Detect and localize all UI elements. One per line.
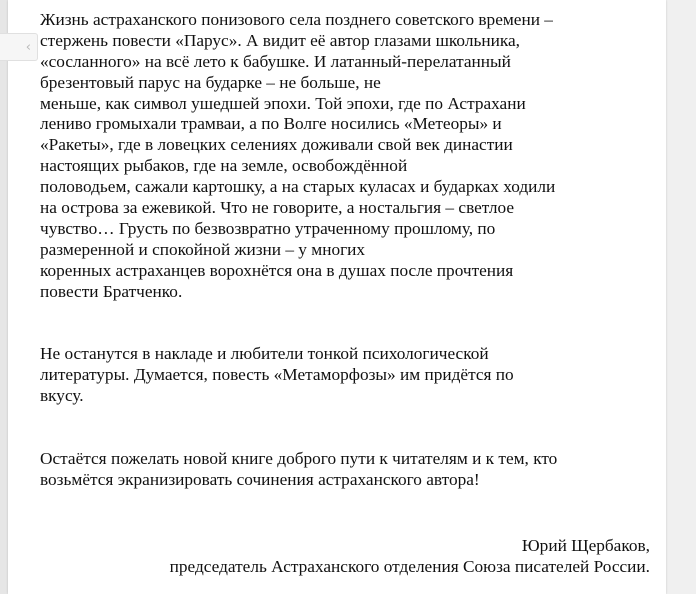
paragraph-spacer [40, 407, 664, 449]
author-name: Юрий Щербаков, [521, 536, 650, 555]
signature-block [170, 535, 650, 577]
paragraph-3 [40, 449, 664, 491]
viewer-side-strip [0, 0, 8, 594]
chevron-left-icon: ‹ [25, 39, 31, 55]
paragraph-2 [40, 344, 664, 407]
text-line: «Ракеты», где в ловецких селениях доживали свой век династии [40, 135, 513, 155]
text-line: вкусу. [40, 386, 84, 406]
text-line: литературы. Думается, повесть «Метаморфозы» им придётся по [40, 365, 514, 385]
text-line: настоящих рыбаков, где на земле, освобождённой [40, 156, 408, 176]
text-line: размеренной и спокойной жизни – у многих [40, 239, 366, 259]
paragraph-1 [40, 10, 664, 302]
text-line: брезентовый парус на бударке – не больше, не [40, 72, 381, 92]
text-line: чувство… Грусть по безвозвратно утраченному прошлому, по [40, 218, 496, 238]
text-line: возьмётся экранизировать сочинения астраханского автора! [40, 470, 480, 490]
text-line: повести Братченко. [40, 281, 183, 301]
text-line: Остаётся пожелать новой книге доброго пути к читателям и к тем, кто [40, 449, 558, 469]
document-body [40, 10, 664, 491]
text-line: половодьем, сажали картошку, а на старых куласах и бударках ходили [40, 177, 556, 197]
text-line: лениво громыхали трамваи, а по Волге носились «Метеоры» и [40, 114, 502, 134]
paragraph-spacer [40, 302, 664, 344]
collapse-sidebar-button[interactable] [0, 33, 38, 61]
text-line: коренных астраханцев ворохнётся она в душах после прочтения [40, 260, 514, 280]
text-line: Не останутся в накладе и любители тонкой психологической [40, 344, 489, 364]
text-line: стержень повести «Парус». А видит её автор глазами школьника, [40, 30, 520, 50]
text-line: на острова за ежевикой. Что не говорите, а ностальгия – светлое [40, 198, 515, 218]
author-title: председатель Астраханского отделения Союза писателей России. [169, 557, 650, 576]
text-line: меньше, как символ ушедшей эпохи. Той эпохи, где по Астрахани [40, 93, 526, 113]
text-line: Жизнь астраханского понизового села позднего советского времени – [40, 10, 553, 29]
text-line: «сосланного» на всё лето к бабушке. И латанный-перелатанный [40, 51, 511, 71]
